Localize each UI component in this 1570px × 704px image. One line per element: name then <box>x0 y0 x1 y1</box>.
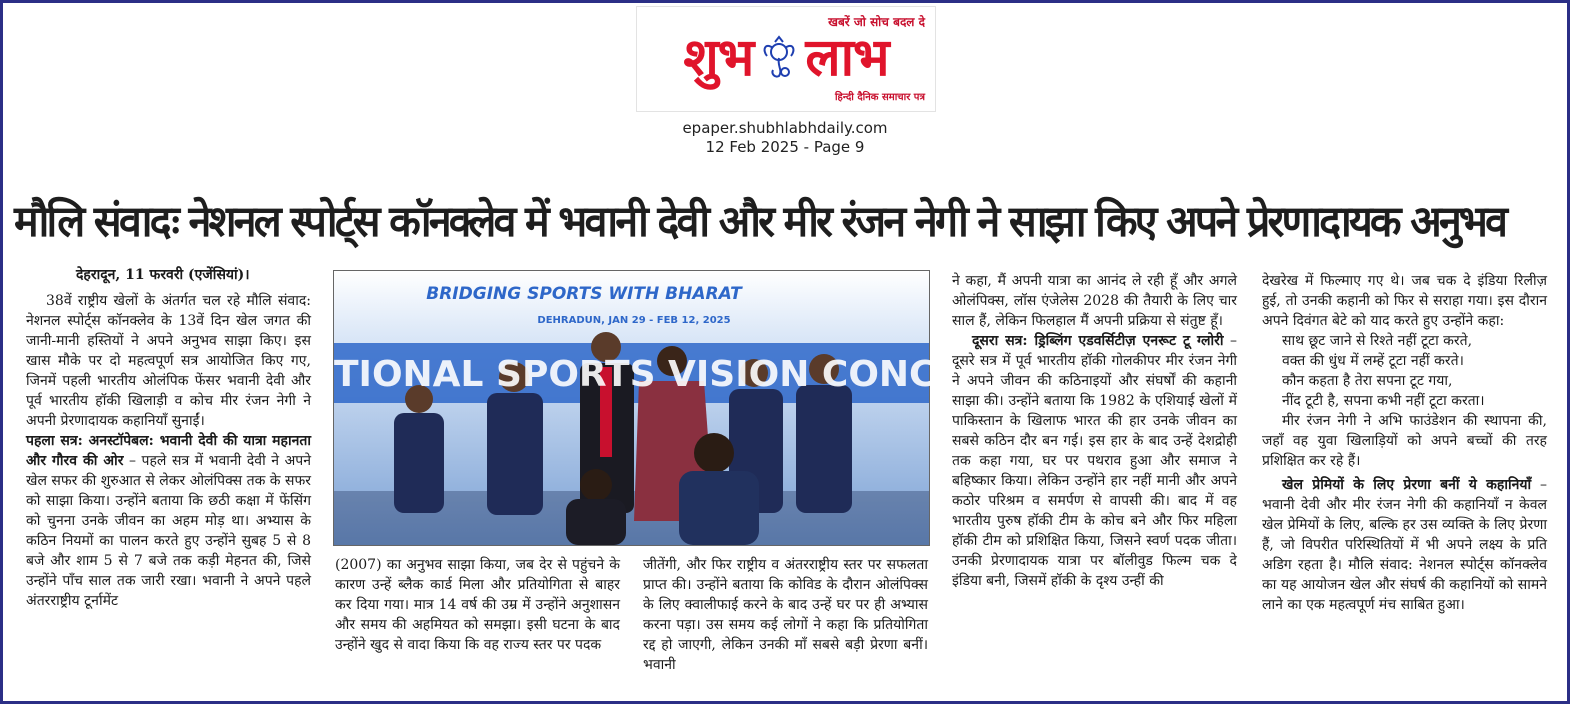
subheading: पहला सत्र: अनस्टॉपेबल: भवानी देवी की यात्रा महानता और गौरव की ओर <box>26 433 311 469</box>
source-website: epaper.shubhlabhdaily.com <box>682 119 888 137</box>
masthead <box>636 6 936 112</box>
paragraph-text: – दूसरे सत्र में पूर्व भारतीय हॉकी गोलकीपर मीर रंजन नेगी ने अपने जीवन की कठिनाइयों और संघर्षों की कहानी साझा की। उन्होंने बताया कि 1982 के एशियाई खेलों में पाकिस्तान के खिलाफ भारत की हार उनके जीवन का सबसे कठिन दौर बन गई। इस हार के बाद उन्हें देशद्रोही तक कहा गया, घर पर पथराव हुआ और समाज ने बहिष्कार किया। लेकिन उन्होंने हार नहीं मानी और अपने कठोर परिश्रम व समर्पण से वापसी की। बाद में वह भारतीय पुरुष हॉकी टीम के कोच बने और फिर महिला हॉकी टीम को प्रशिक्षित किया, जिसने स्वर्ण पदक जीता। उनकी प्रेरणादायक यात्रा पर बॉलीवुड फिल्म चक दे इंडिया बनी, जिसमें हॉकी के दृश्य उन्हीं की <box>952 333 1237 589</box>
paragraph: देखरेख में फिल्माए गए थे। जब चक दे इंडिया रिलीज़ हुई, तो उनकी कहानी को फिर से सराहा गया। इस दौरान अपने दिवंगत बेटे को याद करते हुए उन्होंने कहा: <box>1262 273 1547 329</box>
subheading: खेल प्रेमियों के लिए प्रेरणा बनीं ये कहानियाँ <box>1282 477 1532 493</box>
ganesha-icon <box>759 36 799 80</box>
poem <box>1282 331 1547 411</box>
source-date-page: 12 Feb 2025 - Page 9 <box>705 138 865 156</box>
photo-banner-line1: BRIDGING SPORTS WITH BHARAT <box>426 284 742 304</box>
article-column-5 <box>1262 271 1547 615</box>
paragraph: (2007) का अनुभव साझा किया, जब देर से पहुंचने के कारण उन्हें ब्लैक कार्ड मिला और प्रतियोगिता से बाहर कर दिया गया। मात्र 14 वर्ष की उम्र में उन्होंने अनुशासन और समय की अहमियत को समझा। इसी घटना के बाद उन्होंने खुद से वादा किया कि वह राज्य स्तर पर पदक <box>335 557 620 653</box>
paragraph-text: – पहले सत्र में भवानी देवी ने अपने खेल सफर की शुरुआत से लेकर ओलंपिक्स तक के सफर को साझा किया। उन्होंने बताया कि छठी कक्षा में फेंसिंग को चुनना उनके जीवन का अहम मोड़ था। अभ्यास के कठिन नियमों का पालन करते हुए उन्होंने सुबह 5 से 8 बजे और शाम 5 से 7 बजे तक कड़ी मेहनत की, जिसे उन्होंने पाँच साल तक जारी रखा। भवानी ने अपने पहले अंतरराष्ट्रीय टूर्नामेंट <box>26 453 311 609</box>
masthead-subtitle: हिन्दी दैनिक समाचार पत्र <box>834 92 925 103</box>
subheading: दूसरा सत्र: ड्रिब्लिंग एडवर्सिटीज़ एनरूट टू ग्लोरी <box>972 333 1224 349</box>
poem-line: वक्त की धुंध में लम्हें टूटा नहीं करते। <box>1282 353 1464 369</box>
masthead-tagline: खबरें जो सोच बदल दे <box>828 15 925 29</box>
article-column-1 <box>26 265 311 611</box>
paragraph <box>1262 475 1547 615</box>
paragraph: ने कहा, मैं अपनी यात्रा का आनंद ले रही हूँ और अगले ओलंपिक्स, लॉस एंजेलेस 2028 की तैयारी के लिए चार साल हैं, लेकिन फिलहाल मैं अपनी प्रक्रिया से संतुष्ट हूँ। <box>952 273 1237 329</box>
logo-word-laabh: लाभ <box>805 28 889 88</box>
article-column-3 <box>643 555 928 675</box>
photo-banner-line2: DEHRADUN, JAN 29 - FEB 12, 2025 <box>537 315 731 326</box>
poem-line: कौन कहता है तेरा सपना टूट गया, <box>1282 373 1453 389</box>
logo <box>637 27 935 89</box>
paragraph: 38वें राष्ट्रीय खेलों के अंतर्गत चल रहे मौलि संवाद: नेशनल स्पोर्ट्स कॉनक्लेव के 13वें दिन खेल जगत की जानी-मानी हस्तियों ने अपने अनुभव साझा किए। इस खास मौके पर दो महत्वपूर्ण सत्र आयोजित किए गए, जिनमें पहली भारतीय ओलंपिक फेंसर भवानी देवी और पूर्व भारतीय हॉकी खिलाड़ी व कोच मीर रंजन नेगी ने अपनी प्रेरणादायक कहानियाँ सुनाईं। <box>26 293 311 429</box>
event-photo <box>333 270 1037 546</box>
poem-line: साथ छूट जाने से रिश्ते नहीं टूटा करते, <box>1282 333 1473 349</box>
article-column-4 <box>952 271 1237 591</box>
article-column-2 <box>335 555 620 655</box>
photo-illustration <box>334 271 1037 545</box>
poem-line: नींद टूटी है, सपना कभी नहीं टूटा करता। <box>1282 393 1485 409</box>
paragraph: जीतेंगी, और फिर राष्ट्रीय व अंतरराष्ट्रीय स्तर पर सफलता प्राप्त की। उन्होंने बताया कि कोविड के दौरान ओलंपिक्स के लिए क्वालीफाई करने के बाद उन्हें घर पर ही अभ्यास करना पड़ा। उस समय कई लोगों ने कहा कि प्रतियोगिता रद्द हो जाएगी, लेकिन उनकी माँ सबसे बड़ी प्रेरणा बनीं। भवानी <box>643 557 928 673</box>
paragraph <box>952 331 1237 591</box>
logo-word-shubh: शुभ <box>683 28 754 88</box>
photo-stage-text: TIONAL SPORTS VISION CONCLAVE <box>334 354 1037 395</box>
article-headline: मौलि संवादः नेशनल स्पोर्ट्स कॉनक्लेव में भवानी देवी और मीर रंजन नेगी ने साझा किए अपने प्रेरणादायक अनुभव <box>14 197 1506 247</box>
dateline: देहरादून, 11 फरवरी (एजेंसियां)। <box>76 267 250 283</box>
paragraph-text: – भवानी देवी और मीर रंजन नेगी की कहानियाँ न केवल खेल प्रेमियों के लिए, बल्कि हर उस व्यक्ति के लिए प्रेरणा हैं, जो विपरीत परिस्थितियों में भी अपने लक्ष्य के प्रति अडिग रहता है। मौलि संवाद: नेशनल स्पोर्ट्स कॉनक्लेव का यह आयोजन खेल और संघर्ष की कहानियों को सामने लाने का एक महत्वपूर्ण मंच साबित हुआ। <box>1262 477 1547 613</box>
paragraph <box>26 431 311 611</box>
paragraph: मीर रंजन नेगी ने अभि फाउंडेशन की स्थापना की, जहाँ वह युवा खिलाड़ियों को अपने बच्चों की तरह प्रशिक्षित कर रहे हैं। <box>1262 413 1547 469</box>
